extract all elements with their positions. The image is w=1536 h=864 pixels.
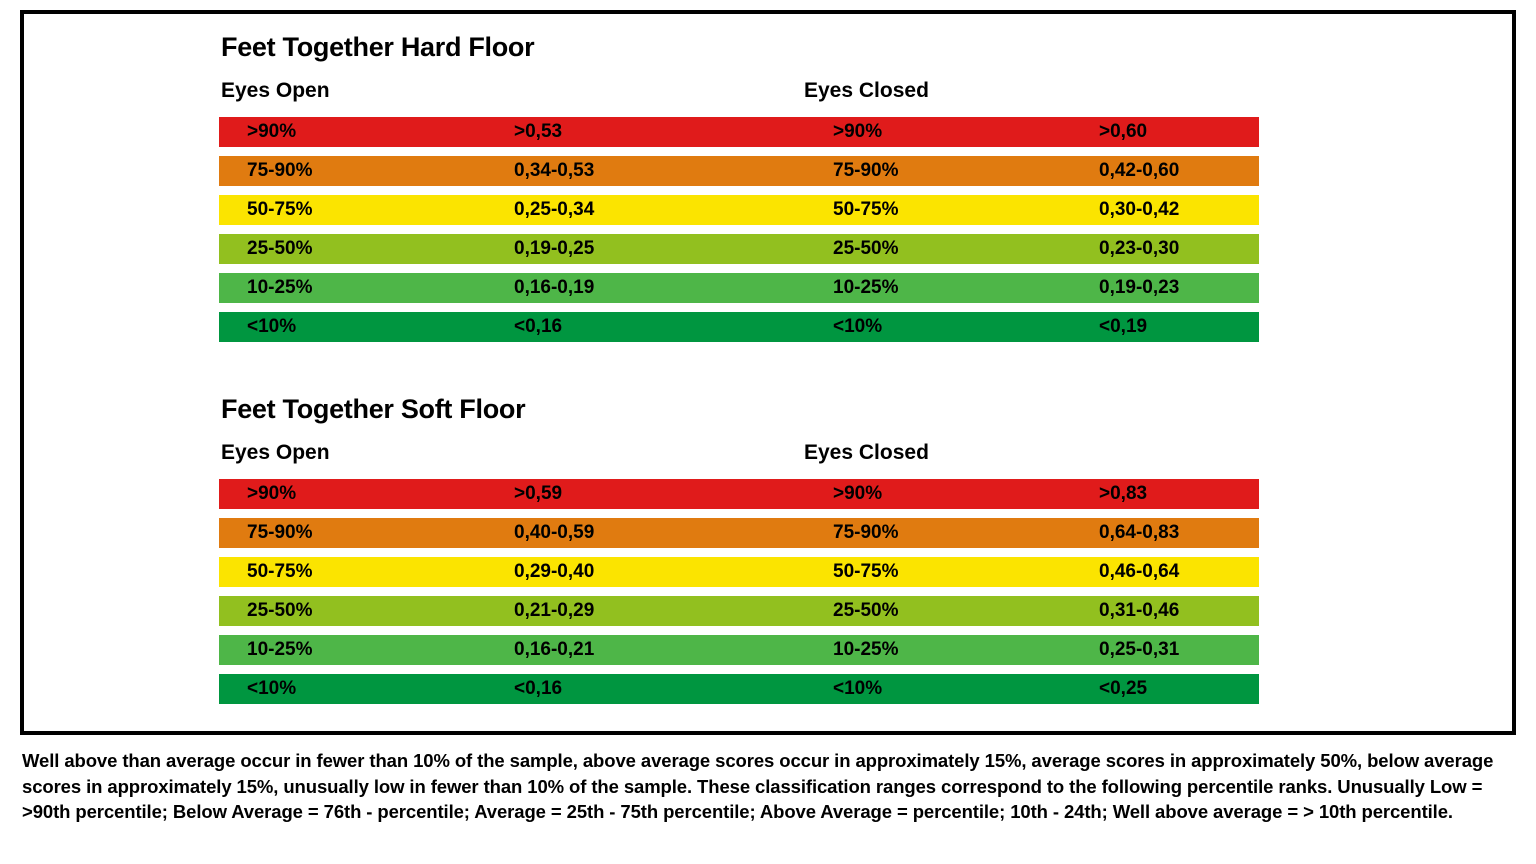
cell-percentile-eyes-open: 75-90%	[247, 160, 313, 181]
rows-hard-floor	[219, 117, 1259, 342]
column-header-eyes-open-soft: Eyes Open	[221, 441, 330, 464]
cell-score-eyes-closed: 0,46-0,64	[1099, 561, 1180, 582]
cell-score-eyes-closed: 0,23-0,30	[1099, 238, 1180, 259]
column-header-eyes-closed-hard: Eyes Closed	[804, 79, 929, 102]
cell-percentile-eyes-closed: 75-90%	[833, 160, 899, 181]
table-row	[219, 156, 1259, 186]
cell-score-eyes-open: <0,16	[514, 316, 563, 337]
section-title-hard-floor: Feet Together Hard Floor	[221, 32, 535, 62]
cell-score-eyes-open: >0,53	[514, 121, 563, 142]
rows-soft-floor	[219, 479, 1259, 704]
table-row	[219, 635, 1259, 665]
cell-percentile-eyes-closed: <10%	[833, 678, 883, 699]
cell-score-eyes-closed: >0,60	[1099, 121, 1148, 142]
section-title-soft-floor: Feet Together Soft Floor	[221, 394, 526, 424]
cell-percentile-eyes-closed: 50-75%	[833, 199, 899, 220]
cell-percentile-eyes-open: 50-75%	[247, 561, 313, 582]
cell-percentile-eyes-closed: 25-50%	[833, 238, 899, 259]
table-row	[219, 117, 1259, 147]
column-headers-soft-floor	[219, 441, 1479, 471]
footnote-text: Well above than average occur in fewer than 10% of the sample, above average scores occur in approximately 15%, average scores in approximately 50%, below average scores in approximately 15%, unusually low in fewer than 10% of the sample. These classification ranges correspond to the following percentile ranks. Unusually Low = >90th percentile; Below Average = 76th - percentile; Average = 25th - 75th percentile; Above Average = percentile; 10th - 24th; Well above average = > 10th percentile.	[22, 750, 1494, 823]
cell-score-eyes-open: 0,21-0,29	[514, 600, 595, 621]
cell-percentile-eyes-open: 10-25%	[247, 639, 313, 660]
table-row	[219, 273, 1259, 303]
table-row	[219, 596, 1259, 626]
cell-score-eyes-open: 0,19-0,25	[514, 238, 595, 259]
cell-percentile-eyes-open: 25-50%	[247, 600, 313, 621]
cell-percentile-eyes-open: >90%	[247, 483, 297, 504]
tables-panel	[20, 10, 1516, 735]
cell-score-eyes-open: 0,34-0,53	[514, 160, 595, 181]
cell-percentile-eyes-closed: <10%	[833, 316, 883, 337]
section-feet-together-soft-floor	[219, 394, 1479, 704]
cell-percentile-eyes-closed: 50-75%	[833, 561, 899, 582]
cell-score-eyes-closed: 0,25-0,31	[1099, 639, 1180, 660]
cell-score-eyes-open: 0,25-0,34	[514, 199, 595, 220]
cell-percentile-eyes-open: 25-50%	[247, 238, 313, 259]
cell-percentile-eyes-closed: 75-90%	[833, 522, 899, 543]
cell-percentile-eyes-open: 50-75%	[247, 199, 313, 220]
cell-percentile-eyes-open: >90%	[247, 121, 297, 142]
column-header-eyes-open-hard: Eyes Open	[221, 79, 330, 102]
cell-score-eyes-open: 0,40-0,59	[514, 522, 595, 543]
cell-score-eyes-open: 0,16-0,21	[514, 639, 595, 660]
cell-percentile-eyes-open: <10%	[247, 678, 297, 699]
table-row	[219, 312, 1259, 342]
cell-score-eyes-closed: 0,31-0,46	[1099, 600, 1180, 621]
column-header-eyes-closed-soft: Eyes Closed	[804, 441, 929, 464]
cell-score-eyes-closed: <0,25	[1099, 678, 1148, 699]
cell-percentile-eyes-closed: 10-25%	[833, 277, 899, 298]
cell-percentile-eyes-open: 10-25%	[247, 277, 313, 298]
cell-score-eyes-closed: <0,19	[1099, 316, 1148, 337]
table-row	[219, 234, 1259, 264]
cell-score-eyes-open: 0,29-0,40	[514, 561, 595, 582]
cell-percentile-eyes-open: <10%	[247, 316, 297, 337]
cell-percentile-eyes-closed: >90%	[833, 483, 883, 504]
cell-score-eyes-open: >0,59	[514, 483, 563, 504]
column-headers-hard-floor	[219, 79, 1479, 109]
cell-percentile-eyes-closed: >90%	[833, 121, 883, 142]
table-row	[219, 479, 1259, 509]
cell-score-eyes-closed: 0,64-0,83	[1099, 522, 1180, 543]
cell-score-eyes-closed: 0,30-0,42	[1099, 199, 1180, 220]
cell-percentile-eyes-closed: 25-50%	[833, 600, 899, 621]
cell-score-eyes-closed: 0,19-0,23	[1099, 277, 1180, 298]
cell-percentile-eyes-closed: 10-25%	[833, 639, 899, 660]
table-row	[219, 518, 1259, 548]
cell-percentile-eyes-open: 75-90%	[247, 522, 313, 543]
table-row	[219, 195, 1259, 225]
cell-score-eyes-closed: >0,83	[1099, 483, 1148, 504]
cell-score-eyes-open: 0,16-0,19	[514, 277, 595, 298]
cell-score-eyes-closed: 0,42-0,60	[1099, 160, 1180, 181]
cell-score-eyes-open: <0,16	[514, 678, 563, 699]
section-feet-together-hard-floor	[219, 32, 1479, 342]
table-row	[219, 674, 1259, 704]
table-row	[219, 557, 1259, 587]
